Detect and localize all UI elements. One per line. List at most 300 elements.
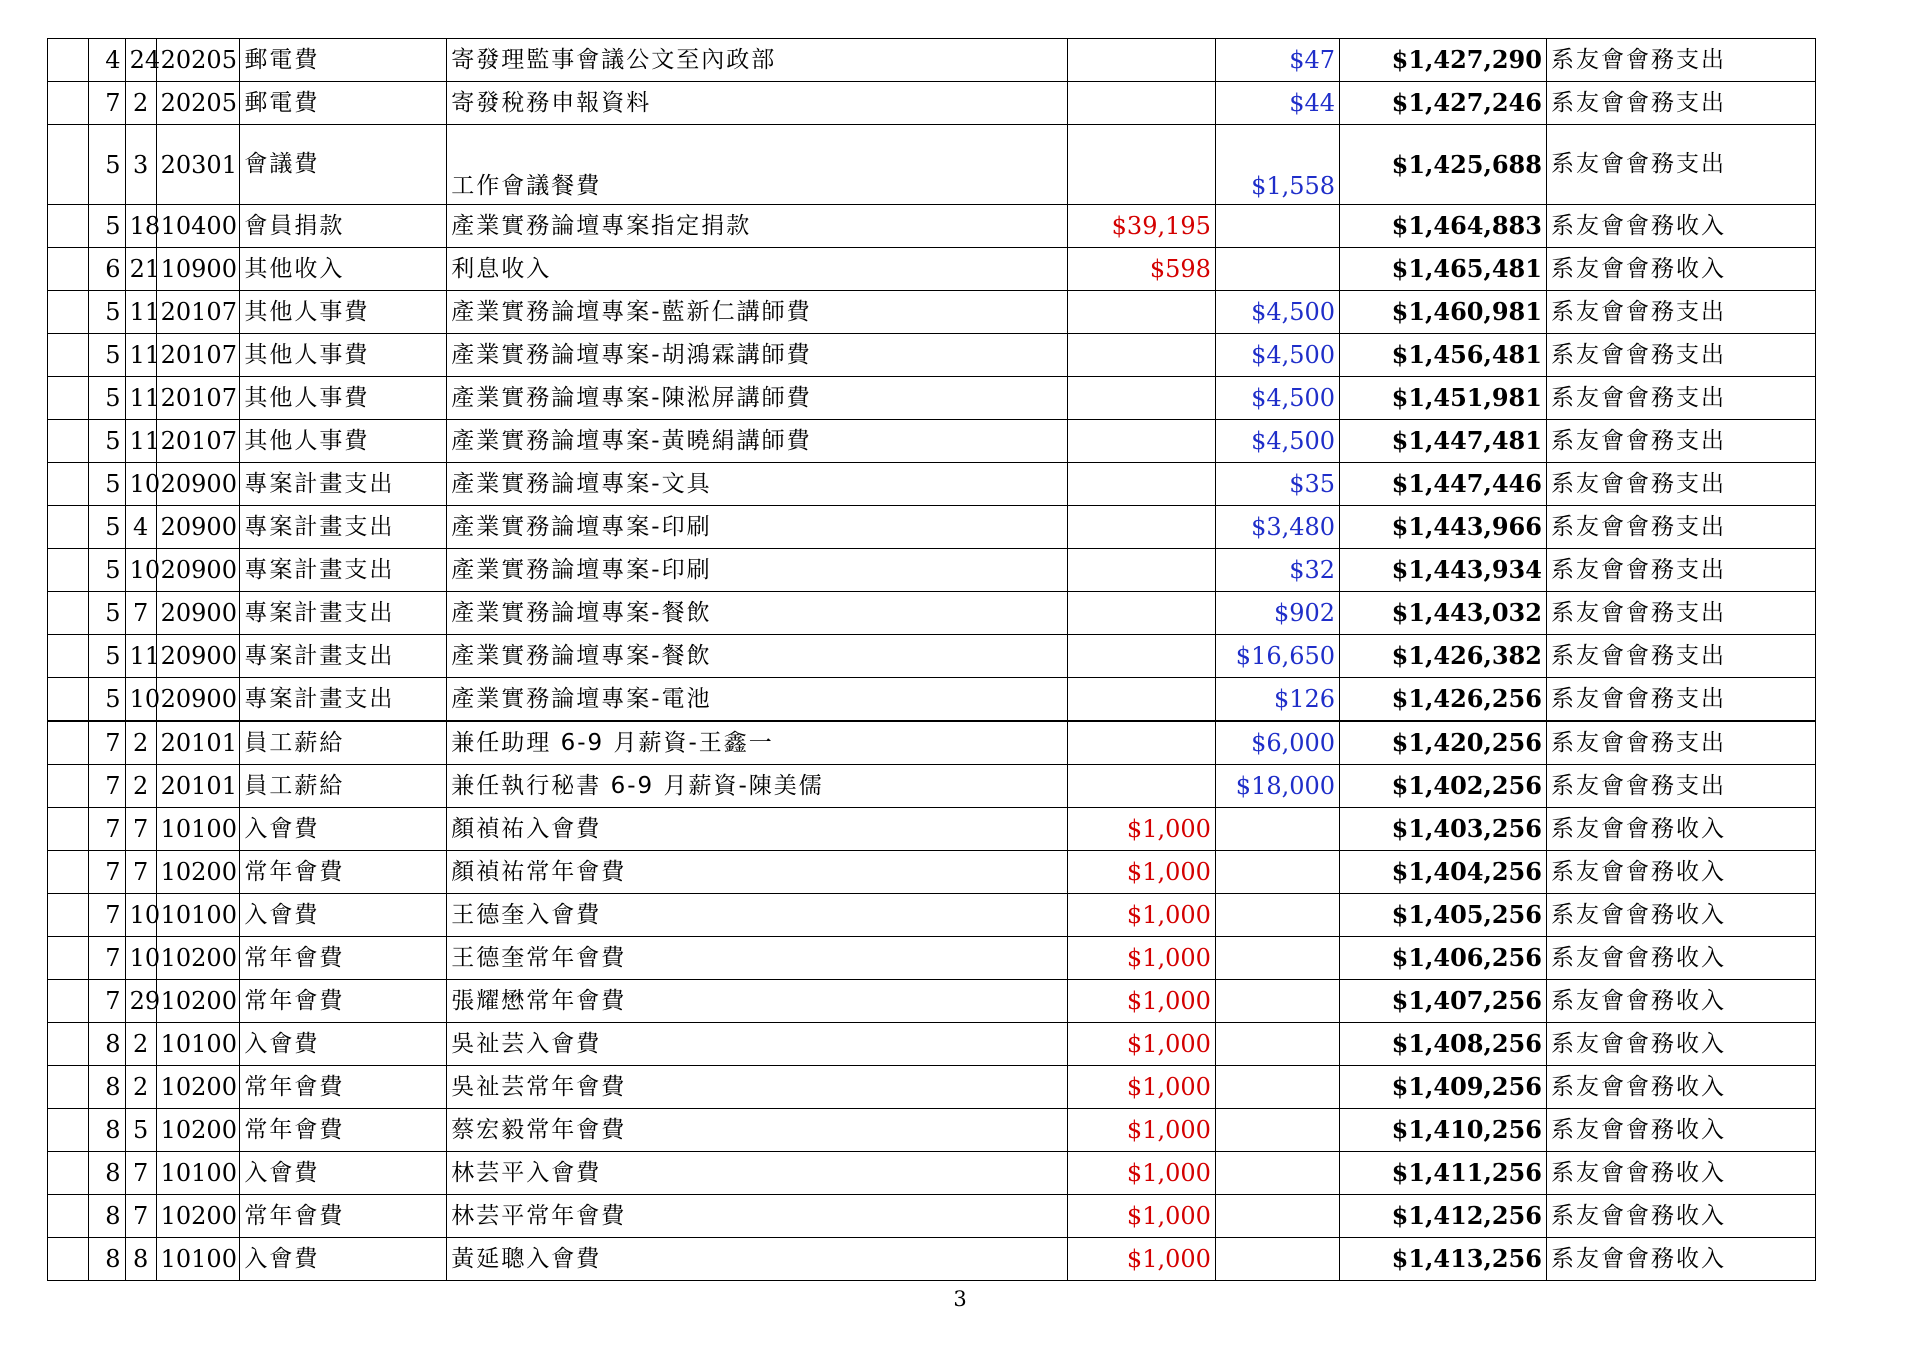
account-code-cell: 20205 <box>156 82 240 125</box>
ledger-table <box>47 38 1816 1281</box>
ledger-row <box>48 1195 1816 1238</box>
month-cell: 5 <box>89 678 125 722</box>
account-code-cell: 10200 <box>156 1066 240 1109</box>
account-subject-cell: 其他人事費 <box>240 334 447 377</box>
day-cell: 10 <box>125 549 156 592</box>
expense-amount-cell <box>1215 205 1339 248</box>
expense-amount-cell: $6,000 <box>1215 721 1339 765</box>
blank-cell <box>48 1066 89 1109</box>
income-amount-cell: $1,000 <box>1067 1109 1215 1152</box>
balance-cell: $1,405,256 <box>1340 894 1547 937</box>
blank-cell <box>48 937 89 980</box>
expense-amount-cell <box>1215 248 1339 291</box>
income-amount-cell: $39,195 <box>1067 205 1215 248</box>
blank-cell <box>48 549 89 592</box>
balance-cell: $1,426,256 <box>1340 678 1547 722</box>
category-cell: 系友會會務支出 <box>1546 39 1815 82</box>
income-amount-cell: $1,000 <box>1067 1066 1215 1109</box>
month-cell: 8 <box>89 1152 125 1195</box>
account-subject-cell: 其他人事費 <box>240 291 447 334</box>
ledger-row <box>48 205 1816 248</box>
day-cell: 18 <box>125 205 156 248</box>
account-code-cell: 10100 <box>156 894 240 937</box>
item-description-cell: 產業實務論壇專案-陳淞屏講師費 <box>447 377 1068 420</box>
category-cell: 系友會會務支出 <box>1546 291 1815 334</box>
item-description-cell: 產業實務論壇專案-文具 <box>447 463 1068 506</box>
balance-cell: $1,407,256 <box>1340 980 1547 1023</box>
blank-cell <box>48 506 89 549</box>
item-description-cell: 吳祉芸常年會費 <box>447 1066 1068 1109</box>
month-cell: 5 <box>89 205 125 248</box>
month-cell: 5 <box>89 635 125 678</box>
day-cell: 11 <box>125 291 156 334</box>
account-subject-cell: 常年會費 <box>240 1109 447 1152</box>
account-subject-cell: 會議費 <box>240 125 447 205</box>
day-cell: 3 <box>125 125 156 205</box>
blank-cell <box>48 765 89 808</box>
account-subject-cell: 員工薪給 <box>240 765 447 808</box>
item-description-cell: 產業實務論壇專案-印刷 <box>447 506 1068 549</box>
month-cell: 5 <box>89 463 125 506</box>
month-cell: 8 <box>89 1023 125 1066</box>
blank-cell <box>48 248 89 291</box>
ledger-row <box>48 420 1816 463</box>
item-description-cell: 吳祉芸入會費 <box>447 1023 1068 1066</box>
balance-cell: $1,406,256 <box>1340 937 1547 980</box>
account-subject-cell: 其他收入 <box>240 248 447 291</box>
income-amount-cell: $1,000 <box>1067 894 1215 937</box>
month-cell: 5 <box>89 549 125 592</box>
balance-cell: $1,412,256 <box>1340 1195 1547 1238</box>
expense-amount-cell: $4,500 <box>1215 334 1339 377</box>
account-code-cell: 20107 <box>156 420 240 463</box>
category-cell: 系友會會務支出 <box>1546 678 1815 722</box>
ledger-row <box>48 980 1816 1023</box>
blank-cell <box>48 205 89 248</box>
item-description-cell: 兼任執行秘書 6-9 月薪資-陳美儒 <box>447 765 1068 808</box>
account-code-cell: 10200 <box>156 937 240 980</box>
income-amount-cell <box>1067 420 1215 463</box>
balance-cell: $1,426,382 <box>1340 635 1547 678</box>
account-subject-cell: 專案計畫支出 <box>240 678 447 722</box>
blank-cell <box>48 592 89 635</box>
category-cell: 系友會會務收入 <box>1546 1109 1815 1152</box>
account-subject-cell: 郵電費 <box>240 82 447 125</box>
account-subject-cell: 會員捐款 <box>240 205 447 248</box>
expense-amount-cell: $902 <box>1215 592 1339 635</box>
item-description-cell: 王德奎入會費 <box>447 894 1068 937</box>
day-cell: 10 <box>125 678 156 722</box>
day-cell: 21 <box>125 248 156 291</box>
account-code-cell: 10200 <box>156 1109 240 1152</box>
day-cell: 7 <box>125 808 156 851</box>
category-cell: 系友會會務支出 <box>1546 463 1815 506</box>
category-cell: 系友會會務收入 <box>1546 851 1815 894</box>
balance-cell: $1,443,934 <box>1340 549 1547 592</box>
ledger-row <box>48 721 1816 765</box>
item-description-cell: 林芸平入會費 <box>447 1152 1068 1195</box>
account-code-cell: 20301 <box>156 125 240 205</box>
account-subject-cell: 入會費 <box>240 894 447 937</box>
item-description-cell: 工作會議餐費 <box>447 125 1068 205</box>
blank-cell <box>48 808 89 851</box>
blank-cell <box>48 1109 89 1152</box>
expense-amount-cell <box>1215 1109 1339 1152</box>
item-description-cell: 產業實務論壇專案-黃曉絹講師費 <box>447 420 1068 463</box>
expense-amount-cell <box>1215 851 1339 894</box>
ledger-row <box>48 82 1816 125</box>
expense-amount-cell: $126 <box>1215 678 1339 722</box>
item-description-cell: 利息收入 <box>447 248 1068 291</box>
month-cell: 5 <box>89 377 125 420</box>
ledger-row <box>48 592 1816 635</box>
ledger-row <box>48 248 1816 291</box>
balance-cell: $1,456,481 <box>1340 334 1547 377</box>
expense-amount-cell: $32 <box>1215 549 1339 592</box>
category-cell: 系友會會務支出 <box>1546 549 1815 592</box>
category-cell: 系友會會務收入 <box>1546 808 1815 851</box>
account-subject-cell: 郵電費 <box>240 39 447 82</box>
income-amount-cell <box>1067 635 1215 678</box>
item-description-cell: 產業實務論壇專案-印刷 <box>447 549 1068 592</box>
balance-cell: $1,413,256 <box>1340 1238 1547 1281</box>
expense-amount-cell <box>1215 937 1339 980</box>
ledger-row <box>48 291 1816 334</box>
item-description-cell: 林芸平常年會費 <box>447 1195 1068 1238</box>
expense-amount-cell: $35 <box>1215 463 1339 506</box>
account-code-cell: 10200 <box>156 980 240 1023</box>
expense-amount-cell <box>1215 808 1339 851</box>
account-subject-cell: 常年會費 <box>240 851 447 894</box>
ledger-row <box>48 334 1816 377</box>
income-amount-cell <box>1067 549 1215 592</box>
balance-cell: $1,451,981 <box>1340 377 1547 420</box>
expense-amount-cell: $47 <box>1215 39 1339 82</box>
expense-amount-cell: $16,650 <box>1215 635 1339 678</box>
ledger-row <box>48 678 1816 722</box>
balance-cell: $1,443,966 <box>1340 506 1547 549</box>
day-cell: 11 <box>125 377 156 420</box>
account-subject-cell: 專案計畫支出 <box>240 592 447 635</box>
account-subject-cell: 常年會費 <box>240 1195 447 1238</box>
balance-cell: $1,410,256 <box>1340 1109 1547 1152</box>
month-cell: 7 <box>89 82 125 125</box>
day-cell: 2 <box>125 82 156 125</box>
month-cell: 5 <box>89 291 125 334</box>
blank-cell <box>48 420 89 463</box>
income-amount-cell: $1,000 <box>1067 851 1215 894</box>
category-cell: 系友會會務支出 <box>1546 125 1815 205</box>
account-subject-cell: 員工薪給 <box>240 721 447 765</box>
expense-amount-cell <box>1215 1152 1339 1195</box>
item-description-cell: 顏禎祐入會費 <box>447 808 1068 851</box>
ledger-row <box>48 549 1816 592</box>
balance-cell: $1,425,688 <box>1340 125 1547 205</box>
income-amount-cell <box>1067 765 1215 808</box>
expense-amount-cell <box>1215 1023 1339 1066</box>
income-amount-cell: $1,000 <box>1067 808 1215 851</box>
day-cell: 7 <box>125 1152 156 1195</box>
day-cell: 10 <box>125 937 156 980</box>
month-cell: 5 <box>89 334 125 377</box>
account-subject-cell: 入會費 <box>240 1238 447 1281</box>
day-cell: 2 <box>125 1023 156 1066</box>
account-code-cell: 10400 <box>156 205 240 248</box>
blank-cell <box>48 894 89 937</box>
month-cell: 5 <box>89 125 125 205</box>
month-cell: 7 <box>89 980 125 1023</box>
item-description-cell: 產業實務論壇專案-藍新仁講師費 <box>447 291 1068 334</box>
expense-amount-cell: $4,500 <box>1215 420 1339 463</box>
expense-amount-cell <box>1215 894 1339 937</box>
blank-cell <box>48 291 89 334</box>
income-amount-cell <box>1067 377 1215 420</box>
category-cell: 系友會會務支出 <box>1546 377 1815 420</box>
ledger-row <box>48 39 1816 82</box>
category-cell: 系友會會務支出 <box>1546 420 1815 463</box>
account-code-cell: 10100 <box>156 1152 240 1195</box>
expense-amount-cell <box>1215 1066 1339 1109</box>
expense-amount-cell <box>1215 1238 1339 1281</box>
balance-cell: $1,408,256 <box>1340 1023 1547 1066</box>
category-cell: 系友會會務支出 <box>1546 506 1815 549</box>
balance-cell: $1,404,256 <box>1340 851 1547 894</box>
item-description-cell: 蔡宏毅常年會費 <box>447 1109 1068 1152</box>
expense-amount-cell: $3,480 <box>1215 506 1339 549</box>
day-cell: 2 <box>125 1066 156 1109</box>
month-cell: 6 <box>89 248 125 291</box>
item-description-cell: 產業實務論壇專案-餐飲 <box>447 592 1068 635</box>
day-cell: 29 <box>125 980 156 1023</box>
day-cell: 5 <box>125 1109 156 1152</box>
blank-cell <box>48 82 89 125</box>
balance-cell: $1,443,032 <box>1340 592 1547 635</box>
account-subject-cell: 常年會費 <box>240 980 447 1023</box>
blank-cell <box>48 980 89 1023</box>
account-code-cell: 20205 <box>156 39 240 82</box>
item-description-cell: 產業實務論壇專案-餐飲 <box>447 635 1068 678</box>
day-cell: 10 <box>125 463 156 506</box>
expense-amount-cell: $4,500 <box>1215 377 1339 420</box>
ledger-row <box>48 894 1816 937</box>
account-subject-cell: 其他人事費 <box>240 377 447 420</box>
account-code-cell: 20900 <box>156 678 240 722</box>
month-cell: 7 <box>89 721 125 765</box>
income-amount-cell <box>1067 592 1215 635</box>
ledger-body <box>48 39 1816 1281</box>
income-amount-cell <box>1067 506 1215 549</box>
item-description-cell: 產業實務論壇專案-胡鴻霖講師費 <box>447 334 1068 377</box>
category-cell: 系友會會務收入 <box>1546 980 1815 1023</box>
blank-cell <box>48 39 89 82</box>
income-amount-cell <box>1067 721 1215 765</box>
blank-cell <box>48 851 89 894</box>
item-description-cell: 產業實務論壇專案-電池 <box>447 678 1068 722</box>
income-amount-cell: $1,000 <box>1067 937 1215 980</box>
account-code-cell: 20900 <box>156 549 240 592</box>
blank-cell <box>48 1023 89 1066</box>
income-amount-cell: $1,000 <box>1067 980 1215 1023</box>
account-code-cell: 10900 <box>156 248 240 291</box>
account-code-cell: 20101 <box>156 765 240 808</box>
account-subject-cell: 專案計畫支出 <box>240 635 447 678</box>
category-cell: 系友會會務支出 <box>1546 765 1815 808</box>
category-cell: 系友會會務支出 <box>1546 592 1815 635</box>
balance-cell: $1,409,256 <box>1340 1066 1547 1109</box>
balance-cell: $1,411,256 <box>1340 1152 1547 1195</box>
account-subject-cell: 專案計畫支出 <box>240 506 447 549</box>
balance-cell: $1,447,481 <box>1340 420 1547 463</box>
day-cell: 2 <box>125 721 156 765</box>
category-cell: 系友會會務收入 <box>1546 1066 1815 1109</box>
balance-cell: $1,427,290 <box>1340 39 1547 82</box>
account-code-cell: 10100 <box>156 1023 240 1066</box>
account-code-cell: 20900 <box>156 592 240 635</box>
balance-cell: $1,447,446 <box>1340 463 1547 506</box>
account-code-cell: 20107 <box>156 377 240 420</box>
ledger-row <box>48 1238 1816 1281</box>
blank-cell <box>48 635 89 678</box>
balance-cell: $1,420,256 <box>1340 721 1547 765</box>
category-cell: 系友會會務收入 <box>1546 1195 1815 1238</box>
blank-cell <box>48 1195 89 1238</box>
month-cell: 8 <box>89 1109 125 1152</box>
blank-cell <box>48 678 89 722</box>
day-cell: 11 <box>125 420 156 463</box>
ledger-row <box>48 1023 1816 1066</box>
account-code-cell: 20101 <box>156 721 240 765</box>
page-number: 3 <box>953 1287 967 1311</box>
item-description-cell: 寄發稅務申報資料 <box>447 82 1068 125</box>
category-cell: 系友會會務收入 <box>1546 937 1815 980</box>
category-cell: 系友會會務支出 <box>1546 635 1815 678</box>
account-subject-cell: 入會費 <box>240 1023 447 1066</box>
balance-cell: $1,402,256 <box>1340 765 1547 808</box>
month-cell: 7 <box>89 765 125 808</box>
income-amount-cell: $1,000 <box>1067 1238 1215 1281</box>
month-cell: 5 <box>89 592 125 635</box>
month-cell: 5 <box>89 506 125 549</box>
account-subject-cell: 專案計畫支出 <box>240 549 447 592</box>
ledger-row <box>48 125 1816 205</box>
item-description-cell: 張耀懋常年會費 <box>447 980 1068 1023</box>
ledger-row <box>48 851 1816 894</box>
ledger-row <box>48 765 1816 808</box>
account-code-cell: 20900 <box>156 635 240 678</box>
income-amount-cell <box>1067 125 1215 205</box>
day-cell: 7 <box>125 851 156 894</box>
category-cell: 系友會會務支出 <box>1546 721 1815 765</box>
income-amount-cell <box>1067 678 1215 722</box>
month-cell: 7 <box>89 808 125 851</box>
category-cell: 系友會會務收入 <box>1546 1152 1815 1195</box>
day-cell: 7 <box>125 592 156 635</box>
account-subject-cell: 專案計畫支出 <box>240 463 447 506</box>
ledger-row <box>48 1152 1816 1195</box>
day-cell: 11 <box>125 635 156 678</box>
balance-cell: $1,465,481 <box>1340 248 1547 291</box>
blank-cell <box>48 463 89 506</box>
day-cell: 11 <box>125 334 156 377</box>
category-cell: 系友會會務收入 <box>1546 1238 1815 1281</box>
item-description-cell: 兼任助理 6-9 月薪資-王鑫一 <box>447 721 1068 765</box>
month-cell: 7 <box>89 851 125 894</box>
ledger-row <box>48 808 1816 851</box>
blank-cell <box>48 721 89 765</box>
blank-cell <box>48 125 89 205</box>
month-cell: 5 <box>89 420 125 463</box>
ledger-row <box>48 937 1816 980</box>
blank-cell <box>48 1238 89 1281</box>
balance-cell: $1,403,256 <box>1340 808 1547 851</box>
ledger-row <box>48 377 1816 420</box>
item-description-cell: 寄發理監事會議公文至內政部 <box>447 39 1068 82</box>
balance-cell: $1,427,246 <box>1340 82 1547 125</box>
month-cell: 8 <box>89 1238 125 1281</box>
ledger-row <box>48 1066 1816 1109</box>
expense-amount-cell: $44 <box>1215 82 1339 125</box>
category-cell: 系友會會務收入 <box>1546 894 1815 937</box>
day-cell: 7 <box>125 1195 156 1238</box>
month-cell: 8 <box>89 1195 125 1238</box>
account-code-cell: 20900 <box>156 463 240 506</box>
account-subject-cell: 常年會費 <box>240 1066 447 1109</box>
account-code-cell: 10100 <box>156 1238 240 1281</box>
ledger-row <box>48 635 1816 678</box>
category-cell: 系友會會務支出 <box>1546 334 1815 377</box>
day-cell: 2 <box>125 765 156 808</box>
income-amount-cell <box>1067 39 1215 82</box>
ledger-row <box>48 463 1816 506</box>
account-subject-cell: 其他人事費 <box>240 420 447 463</box>
item-description-cell: 產業實務論壇專案指定捐款 <box>447 205 1068 248</box>
balance-cell: $1,460,981 <box>1340 291 1547 334</box>
category-cell: 系友會會務收入 <box>1546 248 1815 291</box>
account-code-cell: 10200 <box>156 1195 240 1238</box>
account-subject-cell: 入會費 <box>240 1152 447 1195</box>
expense-amount-cell: $4,500 <box>1215 291 1339 334</box>
day-cell: 10 <box>125 894 156 937</box>
blank-cell <box>48 377 89 420</box>
category-cell: 系友會會務收入 <box>1546 205 1815 248</box>
item-description-cell: 王德奎常年會費 <box>447 937 1068 980</box>
income-amount-cell: $598 <box>1067 248 1215 291</box>
income-amount-cell <box>1067 463 1215 506</box>
month-cell: 7 <box>89 894 125 937</box>
ledger-row <box>48 506 1816 549</box>
item-description-cell: 黃延聰入會費 <box>447 1238 1068 1281</box>
day-cell: 8 <box>125 1238 156 1281</box>
income-amount-cell: $1,000 <box>1067 1195 1215 1238</box>
blank-cell <box>48 334 89 377</box>
expense-amount-cell <box>1215 980 1339 1023</box>
balance-cell: $1,464,883 <box>1340 205 1547 248</box>
account-code-cell: 20107 <box>156 291 240 334</box>
account-code-cell: 10100 <box>156 808 240 851</box>
month-cell: 7 <box>89 937 125 980</box>
month-cell: 4 <box>89 39 125 82</box>
blank-cell <box>48 1152 89 1195</box>
income-amount-cell <box>1067 334 1215 377</box>
ledger-row <box>48 1109 1816 1152</box>
account-code-cell: 20107 <box>156 334 240 377</box>
income-amount-cell <box>1067 82 1215 125</box>
income-amount-cell: $1,000 <box>1067 1023 1215 1066</box>
category-cell: 系友會會務收入 <box>1546 1023 1815 1066</box>
day-cell: 4 <box>125 506 156 549</box>
account-subject-cell: 常年會費 <box>240 937 447 980</box>
day-cell: 24 <box>125 39 156 82</box>
